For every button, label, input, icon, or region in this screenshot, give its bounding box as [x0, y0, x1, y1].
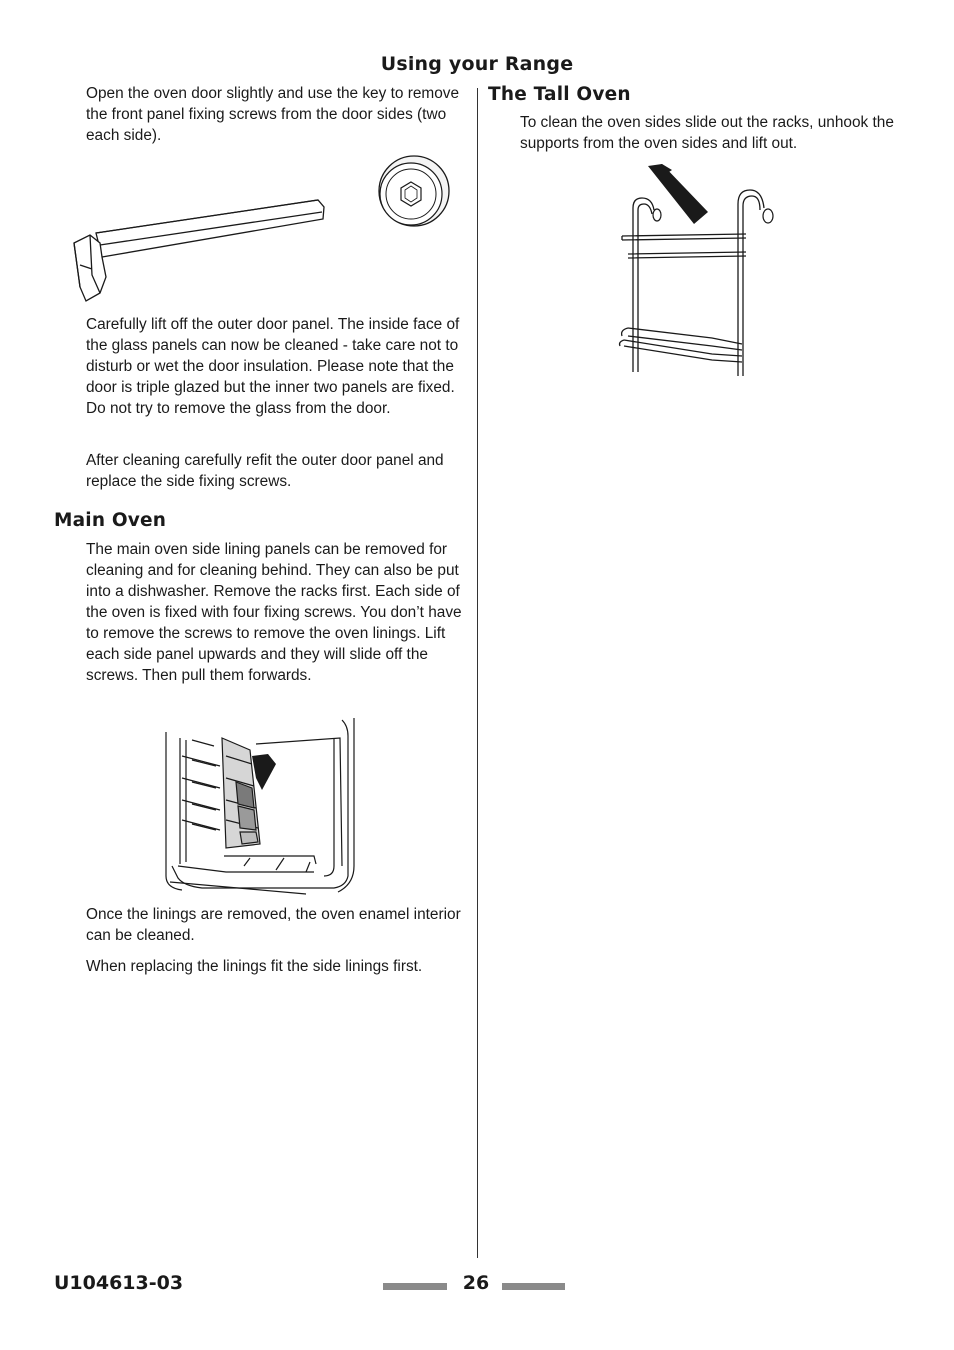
oven-lining-illustration	[164, 716, 360, 896]
column-divider	[477, 88, 478, 1258]
page-title: Using your Range	[380, 53, 574, 75]
hex-key-illustration	[66, 195, 331, 305]
page-number: 26	[462, 1272, 490, 1294]
main-oven-paragraph-2: Once the linings are removed, the oven enamel interior can be cleaned.	[86, 906, 461, 944]
document-code: U104613-03	[54, 1272, 184, 1294]
door-instructions-paragraph-2: Carefully lift off the outer door panel. The inside face of the glass panels can now be cleaned - take care not to disturb or wet the door insulation. Please note that the door is triple glazed but the inner two panels are fixed. Do not try to remove the glass from the door.	[86, 316, 460, 417]
footer-bar-left	[383, 1283, 447, 1290]
main-oven-paragraph-3: When replacing the linings fit the side linings first.	[86, 958, 423, 975]
door-instructions-paragraph-3: After cleaning carefully refit the outer door panel and replace the side fixing screws.	[86, 452, 444, 490]
door-instructions-paragraph-1: Open the oven door slightly and use the key to remove the front panel fixing screws from the door sides (two each side).	[86, 85, 460, 144]
tall-oven-paragraph-1: To clean the oven sides slide out the racks, unhook the supports from the oven sides and lift out.	[520, 114, 894, 152]
footer-bar-right	[502, 1283, 565, 1290]
tall-oven-heading: The Tall Oven	[488, 84, 631, 105]
rack-support-illustration	[612, 160, 782, 384]
main-oven-paragraph-1: The main oven side lining panels can be removed for cleaning and for cleaning behind. They can also be put into a dishwasher. Remove the racks first. Each side of the oven is fixed with four fixing screws. You don’t have to remove the screws to remove the oven linings. Lift each side panel upwards and they will slide off the screws. Then pull them forwards.	[86, 541, 462, 684]
screw-head-illustration	[376, 154, 452, 230]
main-oven-heading: Main Oven	[54, 510, 167, 531]
